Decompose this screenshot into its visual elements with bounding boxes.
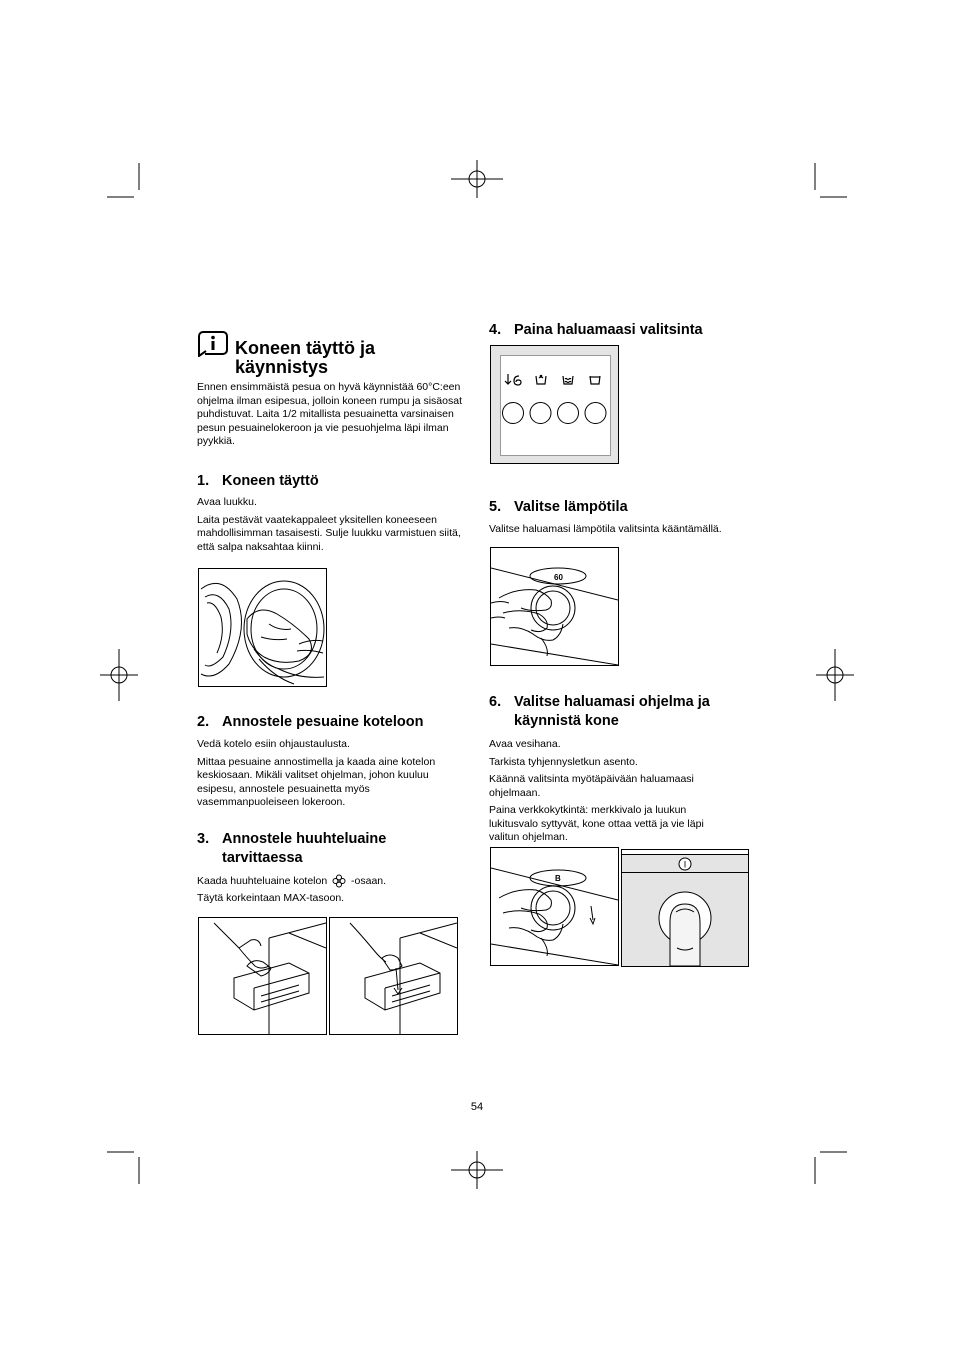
selector-button-3[interactable] — [558, 403, 579, 424]
temperature-dial-illustration — [490, 547, 619, 666]
selector-button-4[interactable] — [585, 403, 606, 424]
power-symbol-label: I — [683, 859, 687, 870]
step3-heading: 3. Annostele huuhteluaine tarvittaessa — [197, 831, 387, 866]
fabric-softener-flower-icon — [332, 874, 346, 888]
extra-rinse-icon — [590, 376, 600, 384]
spin-reduce-icon — [505, 374, 521, 385]
detergent-drawer-illustration-1 — [198, 917, 327, 1035]
step2-text: Vedä kotelo esiin ohjaustaulusta. Mittaa pesuaine annostimella ja kaada aine kotelon keskiosaan. Mikäli valitset ohjelman, johon kuuluu esipesu, annostele pesuainetta myös vasemmanpuoleiseen lokeroon. — [197, 738, 436, 808]
prewash-icon — [536, 375, 546, 384]
selector-button-1[interactable] — [503, 403, 524, 424]
step1-text: Avaa luukku. Laita pestävät vaatekappaleet yksitellen koneeseen mahdollisimman tasaisesti. Sulje luukku varmistuen siitä, että salpa naksahtaa kiinni. — [197, 496, 461, 553]
step2-heading: 2. Annostele pesuaine koteloon — [197, 714, 424, 730]
step5-heading: 5. Valitse lämpötila — [489, 499, 628, 515]
selector-buttons-panel — [490, 345, 619, 464]
step4-heading: 4. Paina haluamaasi valitsinta — [489, 322, 703, 338]
rinse-hold-icon — [563, 376, 573, 384]
selector-button-2[interactable] — [530, 403, 551, 424]
page-number: 54 — [470, 1101, 484, 1113]
detergent-drawer-illustration-2 — [329, 917, 458, 1035]
step3-text: Kaada huuhteluaine kotelon -osaan. Täytä korkeintaan MAX-tasoon. — [197, 874, 387, 905]
loading-laundry-illustration — [198, 568, 327, 687]
dial-temperature-label: 60 — [554, 573, 563, 582]
intro-text: Ennen ensimmäistä pesua on hyvä käynnistää 60°C:een ohjelma ilman esipesua, jolloin koneen rumpu ja sisäosat puhdistuvat. Laita 1/2 mitallista pesuainetta varsinaisen pesun pesuainelokeroon ja vie pesuohjelma läpi ilman pyykkiä. — [197, 381, 462, 447]
section-title: Koneen täyttö ja käynnistys — [235, 338, 376, 377]
info-icon — [198, 331, 228, 357]
power-switch-illustration — [621, 849, 749, 967]
dial-program-label: B — [555, 874, 561, 883]
step5-text: Valitse haluamasi lämpötila valitsinta kääntämällä. — [489, 523, 722, 535]
step1-heading: 1. Koneen täyttö — [197, 473, 319, 489]
program-dial-illustration — [490, 847, 619, 966]
step6-heading: 6. Valitse haluamasi ohjelma ja käynnistä kone — [489, 694, 710, 729]
step6-text: Avaa vesihana. Tarkista tyhjennysletkun asento. Käännä valitsinta myötäpäivään haluamaasi ohjelmaan. Paina verkkokytkintä: merkkivalo ja luukun lukitusvalo syttyvät, kone ottaa vettä ja vie läpi valitun ohjelman. — [489, 738, 704, 843]
